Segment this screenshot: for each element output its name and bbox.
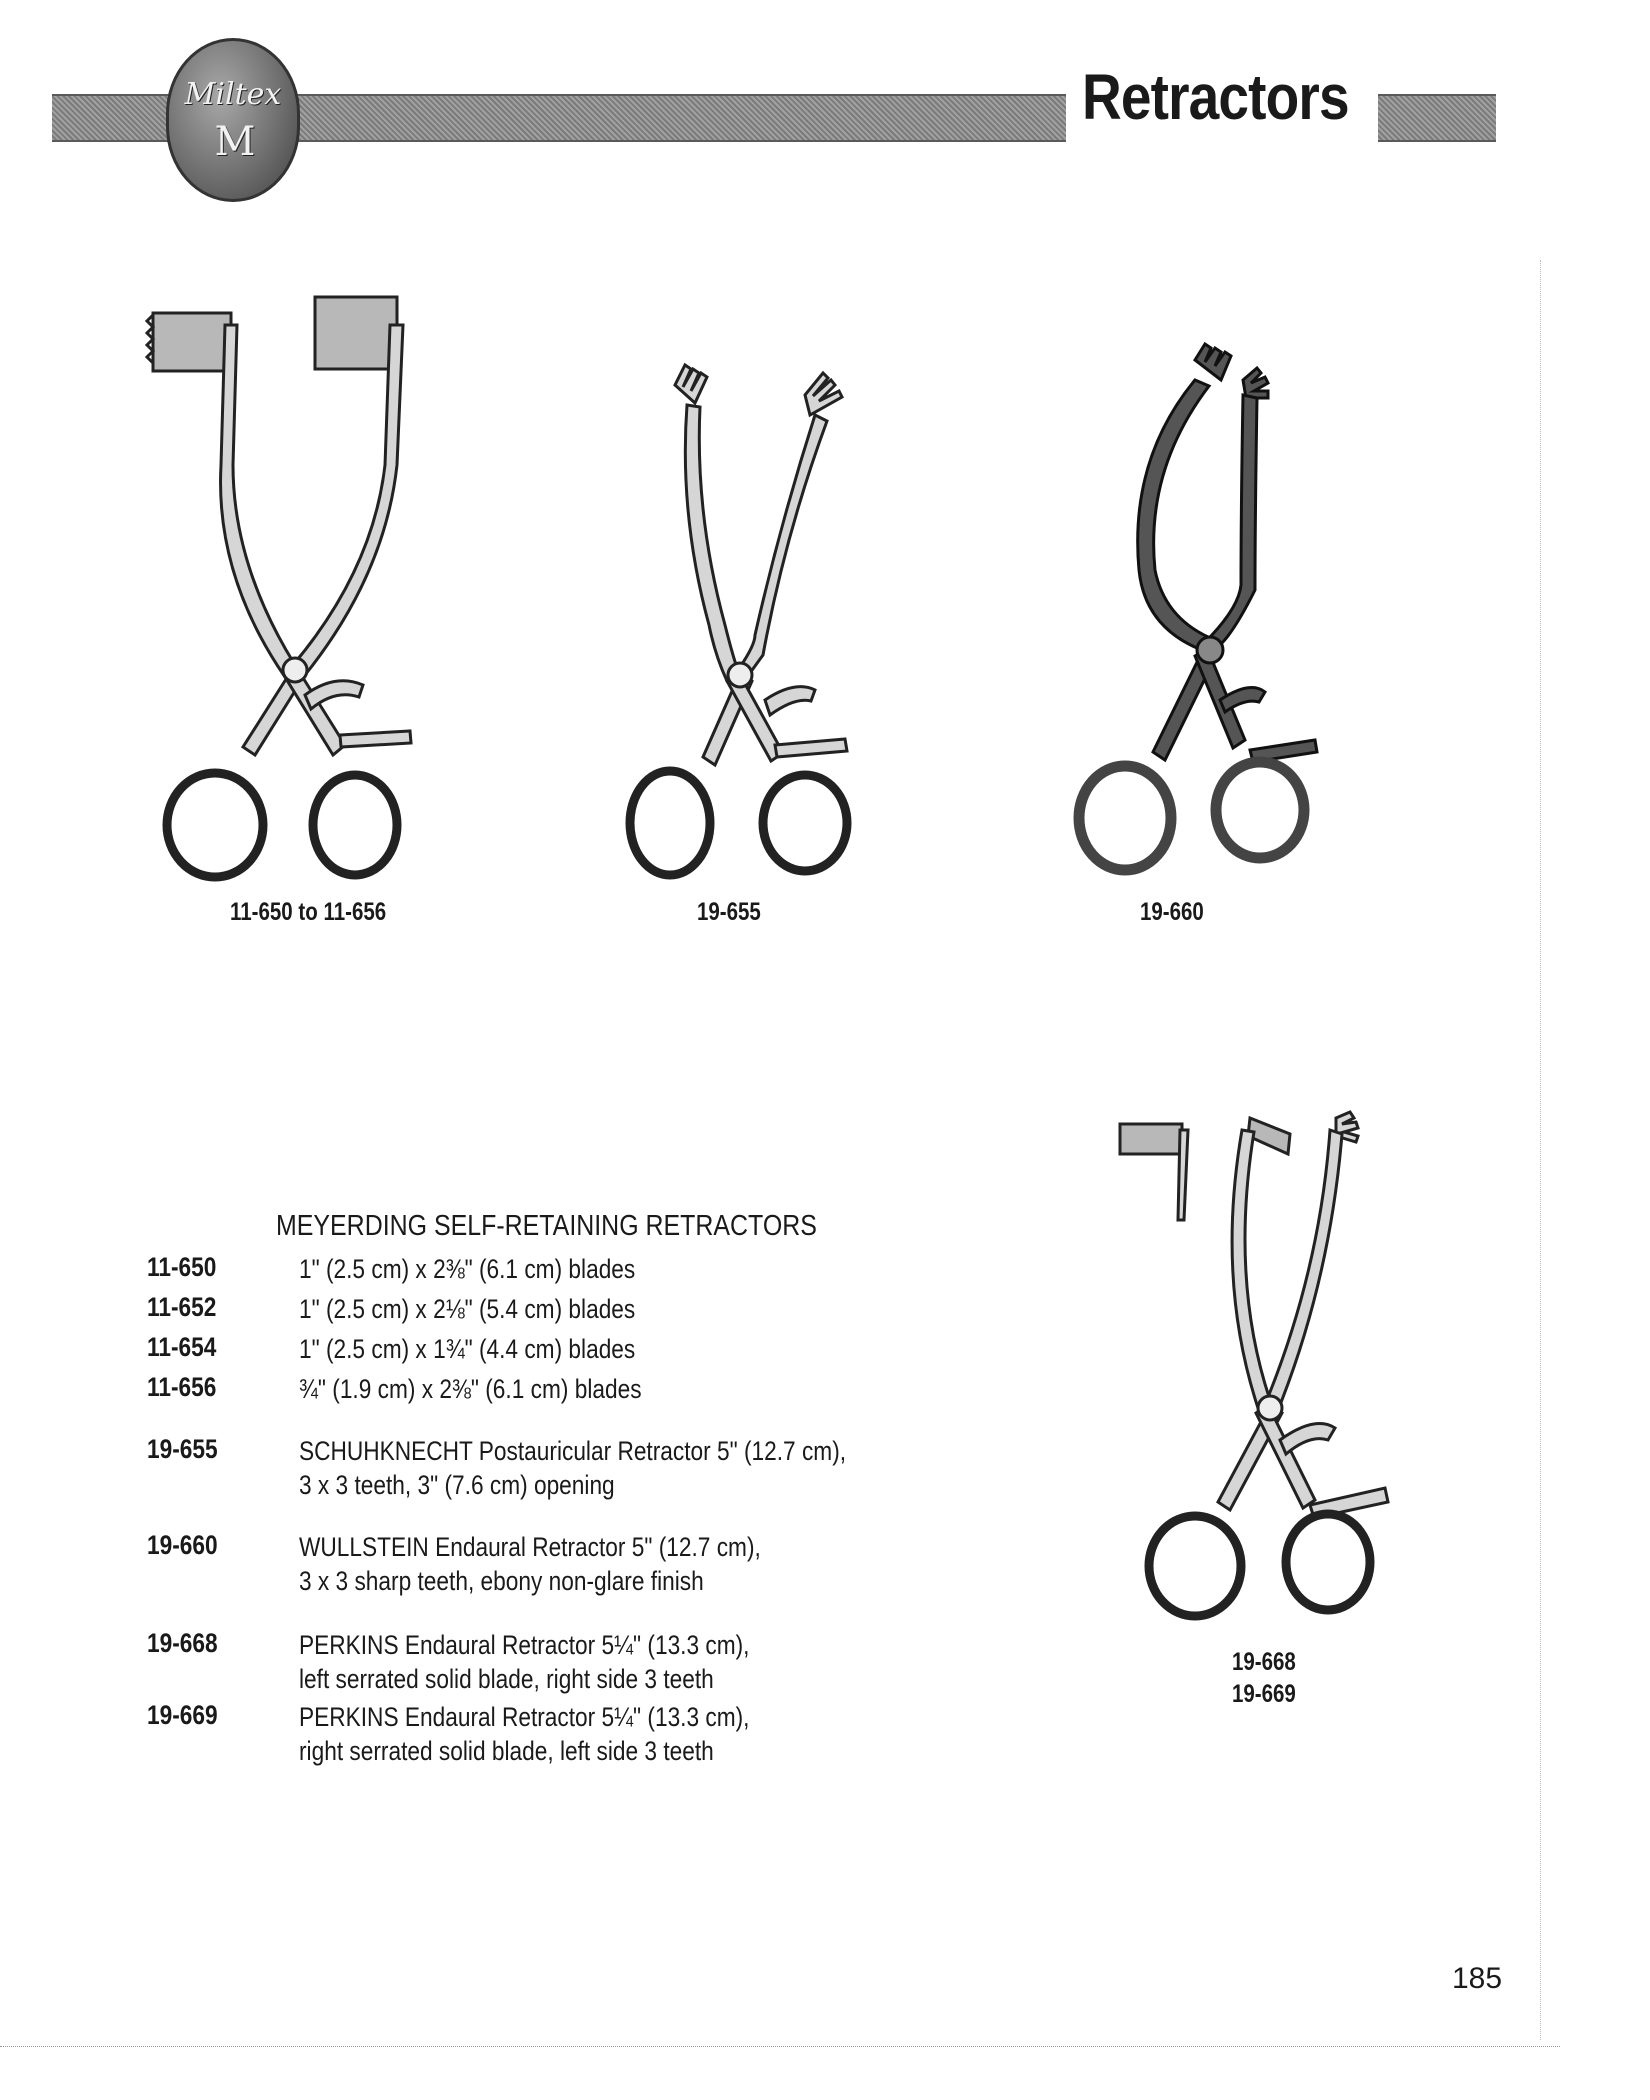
header-band-left bbox=[52, 94, 170, 142]
item-description-line2: left serrated solid blade, right side 3 teeth bbox=[299, 1664, 714, 1694]
item-description: 1" (2.5 cm) x 1¾" (4.4 cm) blades bbox=[299, 1334, 636, 1364]
header-band-right bbox=[1378, 94, 1496, 142]
caption-perkins-a: 19-668 bbox=[1232, 1648, 1296, 1676]
wullstein-retractor-illustration bbox=[1045, 340, 1335, 880]
schuhknecht-retractor-illustration bbox=[605, 355, 895, 885]
catalog-number: 11-656 bbox=[147, 1372, 217, 1402]
item-description: PERKINS Endaural Retractor 5¼" (13.3 cm), bbox=[299, 1630, 750, 1660]
item-description-line2: 3 x 3 sharp teeth, ebony non-glare finish bbox=[299, 1566, 704, 1596]
item-description: 1" (2.5 cm) x 2⅜" (6.1 cm) blades bbox=[299, 1254, 636, 1284]
miltex-logo bbox=[166, 38, 300, 202]
catalog-number: 11-652 bbox=[147, 1292, 217, 1322]
caption-perkins-b: 19-669 bbox=[1232, 1680, 1296, 1708]
catalog-number: 19-655 bbox=[147, 1434, 218, 1464]
item-description-line2: right serrated solid blade, left side 3 teeth bbox=[299, 1736, 714, 1766]
item-description: SCHUHKNECHT Postauricular Retractor 5" (12.7 cm), bbox=[299, 1436, 847, 1466]
catalog-number: 11-650 bbox=[147, 1252, 217, 1282]
section-heading: MEYERDING SELF-RETAINING RETRACTORS bbox=[276, 1210, 817, 1242]
caption-meyerding: 11-650 to 11-656 bbox=[230, 898, 387, 926]
logo-monogram: M bbox=[214, 119, 252, 165]
catalog-number: 11-654 bbox=[147, 1332, 217, 1362]
item-description: ¾" (1.9 cm) x 2⅜" (6.1 cm) blades bbox=[299, 1374, 642, 1404]
logo-script-text: Miltex bbox=[184, 77, 282, 112]
item-description: PERKINS Endaural Retractor 5¼" (13.3 cm), bbox=[299, 1702, 750, 1732]
caption-wullstein: 19-660 bbox=[1140, 898, 1204, 926]
footer-rule bbox=[0, 2046, 1560, 2047]
caption-schuhknecht: 19-655 bbox=[697, 898, 761, 926]
catalog-number: 19-660 bbox=[147, 1530, 218, 1560]
item-description: WULLSTEIN Endaural Retractor 5" (12.7 cm), bbox=[299, 1532, 761, 1562]
page-title: Retractors bbox=[1082, 61, 1349, 133]
margin-rule bbox=[1540, 260, 1541, 2040]
item-description: 1" (2.5 cm) x 2⅛" (5.4 cm) blades bbox=[299, 1294, 636, 1324]
catalog-number: 19-668 bbox=[147, 1628, 218, 1658]
header-band-middle bbox=[296, 94, 1066, 142]
catalog-number: 19-669 bbox=[147, 1700, 218, 1730]
item-description-line2: 3 x 3 teeth, 3" (7.6 cm) opening bbox=[299, 1470, 615, 1500]
page-number: 185 bbox=[1452, 1962, 1503, 1995]
perkins-retractor-illustration bbox=[1110, 1110, 1410, 1630]
meyerding-retractor-illustration bbox=[145, 285, 435, 885]
